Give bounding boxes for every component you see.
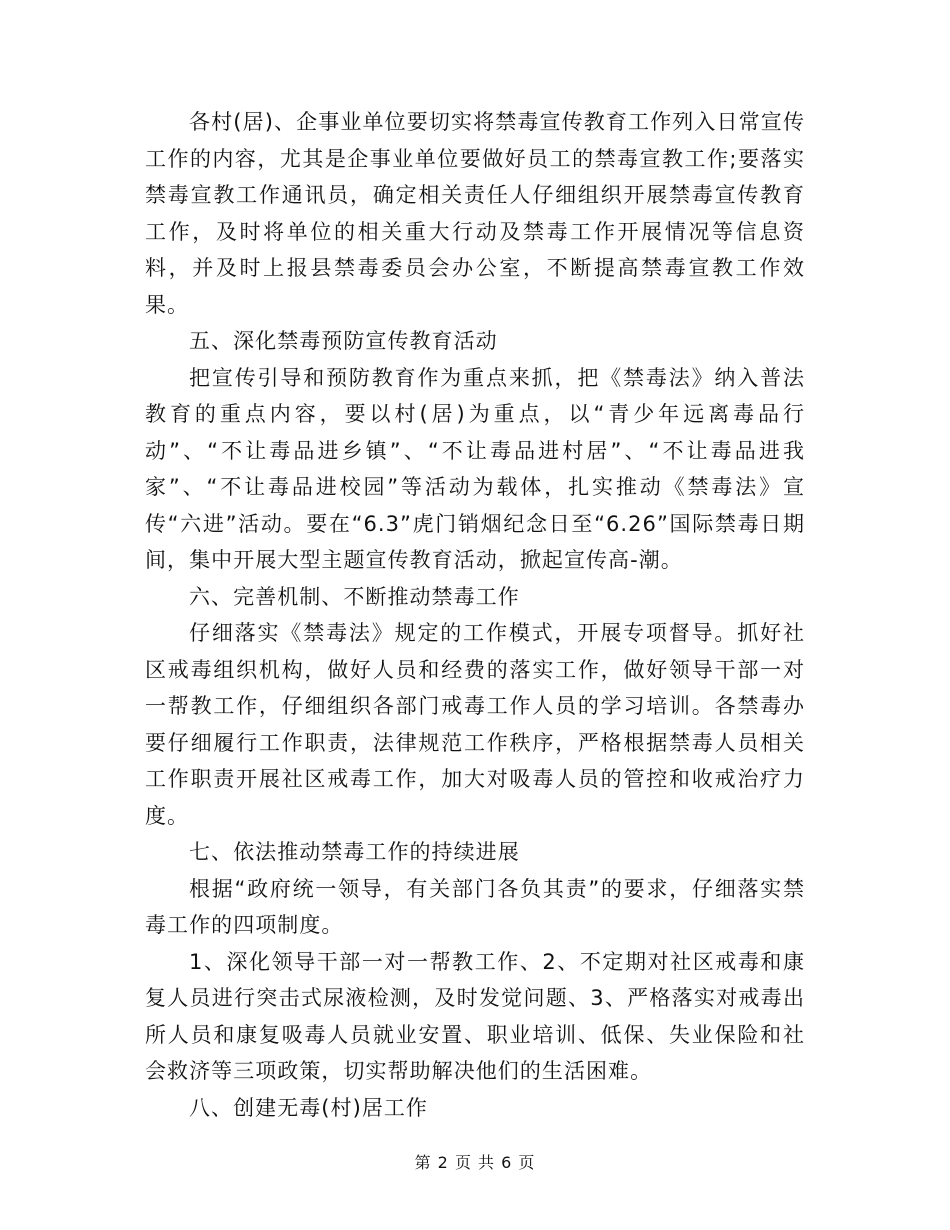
paragraph-prevention-education: 把宣传引导和预防教育作为重点来抓，把《禁毒法》纳入普法教育的重点内容，要以村(居)为重点，以“青少年远离毒品行动”、“不让毒品进乡镇”、“不让毒品进村居”、“不让毒品进我家”、“不让毒品进校园”等活动为载体，扎实推动《禁毒法》宣传“六进”活动。要在“6.3”虎门销烟纪念日至“6.26”国际禁毒日期间，集中开展大型主题宣传教育活动，掀起宣传高-潮。 (145, 365, 805, 572)
section-heading-7: 七、依法推动禁毒工作的持续进展 (189, 840, 520, 864)
paragraph-mechanism: 仔细落实《禁毒法》规定的工作模式，开展专项督导。抓好社区戒毒组织机构，做好人员和经费的落实工作，做好领导干部一对一帮教工作，仔细组织各部门戒毒工作人员的学习培训。各禁毒办要仔细履行工作职责，法律规范工作秩序，严格根据禁毒人员相关工作职责开展社区戒毒工作，加大对吸毒人员的管控和收戒治疗力度。 (145, 621, 805, 828)
document-body (145, 104, 805, 1126)
paragraph-publicity-units: 各村(居)、企事业单位要切实将禁毒宣传教育工作列入日常宣传工作的内容，尤其是企事业单位要做好员工的禁毒宣教工作;要落实禁毒宣教工作通讯员，确定相关责任人仔细组织开展禁毒宣传教育工作，及时将单位的相关重大行动及禁毒工作开展情况等信息资料，并及时上报县禁毒委员会办公室，不断提高禁毒宣教工作效果。 (145, 110, 805, 317)
page-footer: 第 2 页 共 6 页 (414, 1153, 536, 1172)
paragraph-four-systems: 根据“政府统一领导，有关部门各负其责”的要求，仔细落实禁毒工作的四项制度。 (145, 876, 805, 937)
section-heading-8: 八、创建无毒(村)居工作 (189, 1095, 428, 1120)
section-heading-6: 六、完善机制、不断推动禁毒工作 (189, 584, 520, 609)
paragraph-numbered-measures: 1、深化领导干部一对一帮教工作、2、不定期对社区戒毒和康复人员进行突击式尿液检测，及时发觉问题、3、严格落实对戒毒出所人员和康复吸毒人员就业安置、职业培训、低保、失业保险和社会救济等三项政策，切实帮助解决他们的生活困难。 (145, 949, 805, 1083)
section-heading-5: 五、深化禁毒预防宣传教育活动 (189, 329, 498, 353)
